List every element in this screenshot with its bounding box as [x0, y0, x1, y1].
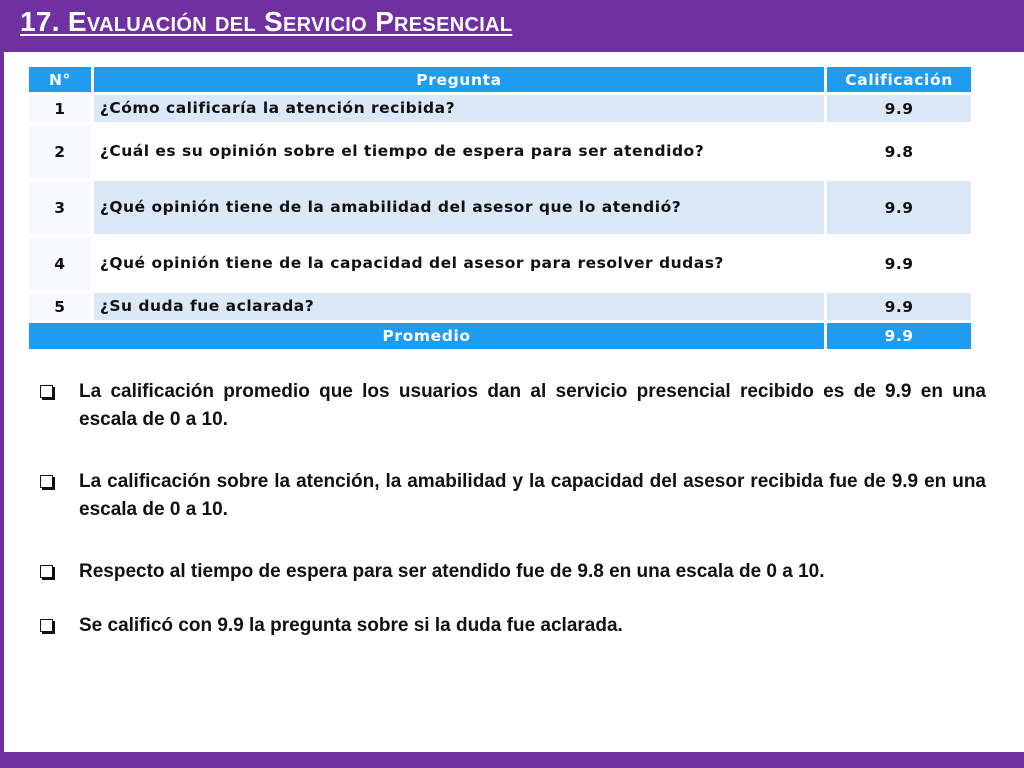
row-score: 9.9: [827, 237, 971, 290]
table-row: [29, 293, 971, 320]
findings-list: [40, 378, 986, 674]
footer-bar: [0, 752, 1024, 768]
table-header-row: [29, 67, 971, 92]
row-question: ¿Su duda fue aclarada?: [94, 293, 824, 320]
list-item: [40, 468, 986, 524]
row-question: ¿Cómo calificaría la atención recibida?: [94, 95, 824, 122]
average-score: 9.9: [827, 323, 971, 349]
table-row: [29, 95, 971, 122]
title-bar: [0, 0, 1024, 52]
checkbox-square-icon: [40, 475, 53, 488]
average-label: Promedio: [29, 323, 824, 349]
row-score: 9.9: [827, 181, 971, 234]
row-score: 9.9: [827, 293, 971, 320]
row-score: 9.8: [827, 125, 971, 178]
row-question: ¿Qué opinión tiene de la capacidad del asesor para resolver dudas?: [94, 237, 824, 290]
list-item: [40, 378, 986, 434]
row-question: ¿Cuál es su opinión sobre el tiempo de espera para ser atendido?: [94, 125, 824, 178]
slide-title: 17. Evaluación del Servicio Presencial: [20, 6, 513, 37]
list-item: [40, 612, 986, 640]
left-accent-rule: [0, 52, 4, 752]
header-question: Pregunta: [94, 67, 824, 92]
checkbox-square-icon: [40, 385, 53, 398]
row-num: 3: [29, 181, 91, 234]
row-score: 9.9: [827, 95, 971, 122]
survey-table: [26, 64, 974, 352]
row-num: 1: [29, 95, 91, 122]
bullet-text: Respecto al tiempo de espera para ser atendido fue de 9.8 en una escala de 0 a 10.: [79, 561, 825, 582]
row-num: 5: [29, 293, 91, 320]
row-question: ¿Qué opinión tiene de la amabilidad del asesor que lo atendió?: [94, 181, 824, 234]
row-num: 2: [29, 125, 91, 178]
bullet-text: La calificación promedio que los usuarios dan al servicio presencial recibido es de 9.9 en una escala de 0 a 10.: [79, 381, 986, 430]
row-num: 4: [29, 237, 91, 290]
table-row: [29, 125, 971, 178]
checkbox-square-icon: [40, 565, 53, 578]
header-score: Calificación: [827, 67, 971, 92]
average-row: [29, 323, 971, 349]
bullet-text: Se calificó con 9.9 la pregunta sobre si la duda fue aclarada.: [79, 615, 623, 636]
list-item: [40, 558, 986, 586]
header-num: N°: [29, 67, 91, 92]
bullet-text: La calificación sobre la atención, la amabilidad y la capacidad del asesor recibida fue de 9.9 en una escala de 0 a 10.: [79, 471, 986, 520]
table-row: [29, 237, 971, 290]
checkbox-square-icon: [40, 619, 53, 632]
table-row: [29, 181, 971, 234]
